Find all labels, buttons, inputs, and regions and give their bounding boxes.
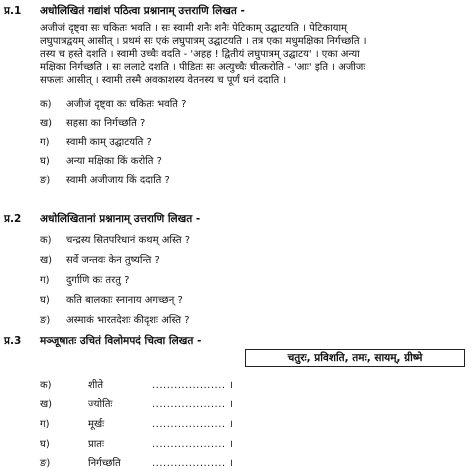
q3-item-label: क)	[40, 380, 52, 391]
q2-number: प्र.2	[4, 213, 22, 225]
q1-passage-line: लघुपात्रद्वयम् आसीत् । प्रथमं सः एकं लघुपात्रम् उद्घाटयति । तत्र एका मधुमक्षिका निर्गच्छति ।	[40, 36, 367, 47]
answer-blank[interactable]: .................... ।	[152, 419, 234, 430]
q1-item-label: ग)	[40, 137, 50, 148]
answer-blank[interactable]: .................... ।	[152, 399, 234, 410]
q1-title: अधोलिखितं गद्यांशं पठित्वा प्रश्नानाम् उत्तराणि लिखत -	[40, 5, 245, 17]
q2-item-text: दुर्गाणि कः तरतु ?	[66, 275, 130, 286]
q3-item-word: ज्योतिः	[88, 399, 113, 410]
q2-item-text: अस्माकं भारतदेशः कीदृशः अस्ति ?	[66, 315, 190, 326]
q1-item-label: घ)	[40, 156, 50, 167]
q2-item-label: क)	[40, 235, 52, 246]
q3-item-word: मूर्खः	[88, 419, 105, 430]
q3-title: मञ्जूषातः उचितं विलोमपदं चित्वा लिखत -	[40, 335, 202, 347]
q1-item-text: अजीजं दृष्ट्वा कः चकितः भवति ?	[66, 99, 187, 110]
q3-item-label: ङ)	[40, 458, 51, 469]
q3-item-label: ग)	[40, 419, 50, 430]
q3-number: प्र.3	[4, 335, 22, 347]
q1-number: प्र.1	[4, 5, 22, 17]
q2-item-text: चन्द्रस्य सितपरिधानं कथम् अस्ति ?	[66, 235, 191, 246]
q3-item-word: प्रातः	[88, 439, 104, 450]
q1-passage-line: मक्षिका निर्गच्छति । सः ललाटे दशति । पीडितः सः अत्युच्चैः चीत्करोति - 'आः' इति । अजीजः	[40, 62, 366, 73]
q3-item-word: शीते	[88, 380, 104, 391]
q1-item-label: ख)	[40, 118, 53, 129]
q2-item-text: कति बालकाः स्नानाय अगच्छन् ?	[66, 295, 183, 306]
q1-item-text: सहसा का निर्गच्छति ?	[66, 118, 146, 129]
q2-title: अधोलिखितानां प्रश्नानाम् उत्तराणि लिखत -	[40, 213, 201, 225]
answer-blank[interactable]: .................... ।	[152, 458, 234, 469]
q3-item-word: निर्गच्छति	[88, 458, 121, 469]
q1-item-label: क)	[40, 99, 52, 110]
q2-item-label: ग)	[40, 275, 50, 286]
answer-blank[interactable]: .................... ।	[152, 380, 234, 391]
q1-item-text: स्वामी काम् उद्घाटयति ?	[66, 137, 152, 148]
q2-item-label: ख)	[40, 255, 53, 266]
q3-item-label: घ)	[40, 439, 50, 450]
q2-item-label: घ)	[40, 295, 50, 306]
q1-passage-line: अजीजं दृष्ट्वा सः चकितः भवति । सः स्वामी शनैः शनैः पेटिकाम् उद्घाटयति । पेटिकायाम्	[40, 23, 348, 34]
q1-item-label: ङ)	[40, 175, 51, 186]
q3-item-label: ख)	[40, 399, 53, 410]
q1-passage-line: तस्य च हस्ते दशति । स्वामी उच्चैः वदति - 'अहह ! द्वितीयं लघुपात्रम् उद्घाटय' । एका अन्या	[40, 49, 360, 60]
q1-item-text: अन्या मक्षिका किं करोति ?	[66, 156, 162, 167]
q1-item-text: स्वामी अजीजाय किं ददाति ?	[66, 175, 170, 186]
q2-item-text: सर्वे जन्तवः केन तुष्यन्ति ?	[66, 255, 160, 266]
q2-item-label: ङ)	[40, 315, 51, 326]
q1-passage-line: सफलः आसीत् । स्वामी तस्मै अवकाशस्य वेतनस्य च पूर्णं धनं ददाति ।	[40, 75, 287, 86]
word-box: चतुरः, प्रविशति, तमः, सायम्, ग्रीष्मे	[245, 349, 465, 367]
answer-blank[interactable]: .................... ।	[152, 439, 234, 450]
